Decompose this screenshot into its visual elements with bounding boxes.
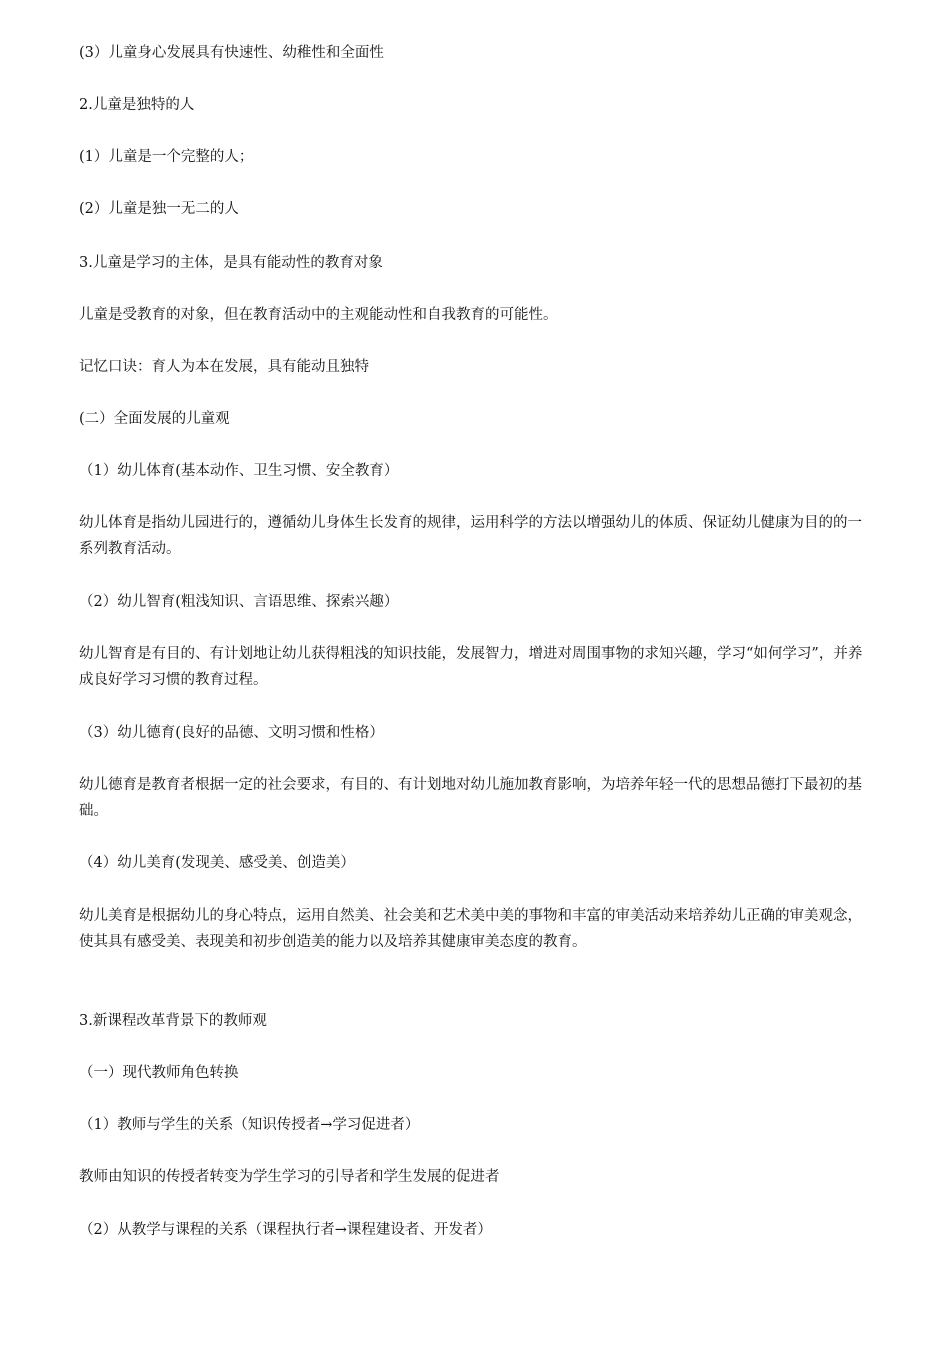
- paragraph-moral-education: 幼儿德育是教育者根据一定的社会要求，有目的、有计划地对幼儿施加教育影响，为培养年轻一代的思想品德打下最初的基础。: [79, 777, 862, 819]
- paragraph-intellectual-education: 幼儿智育是有目的、有计划地让幼儿获得粗浅的知识技能，发展智力，增进对周围事物的求知兴趣，学习“如何学习”，并养成良好学习习惯的教育过程。: [79, 646, 863, 688]
- paragraph-teacher-facilitator: 教师由知识的传授者转变为学生学习的引导者和学生发展的促进者: [79, 1169, 500, 1185]
- heading-moral-education: （3）幼儿德育(良好的品德、文明习惯和性格）: [79, 725, 384, 741]
- heading-intellectual-education: （2）幼儿智育(粗浅知识、言语思维、探索兴趣）: [79, 594, 399, 610]
- heading-teacher-view: 3.新课程改革背景下的教师观: [79, 1013, 267, 1029]
- heading-physical-education: （1）幼儿体育(基本动作、卫生习惯、安全教育）: [79, 463, 399, 479]
- memory-mnemonic: 记忆口诀：育人为本在发展，具有能动且独特: [79, 359, 369, 375]
- heading-teacher-student-relation: （1）教师与学生的关系（知识传授者→学习促进者）: [79, 1117, 420, 1133]
- heading-comprehensive-development: (二）全面发展的儿童观: [79, 411, 230, 427]
- point-3-rapid-development: (3）儿童身心发展具有快速性、幼稚性和全面性: [79, 45, 384, 61]
- point-2-unique-person: (2）儿童是独一无二的人: [79, 201, 239, 217]
- heading-aesthetic-education: （4）幼儿美育(发现美、感受美、创造美）: [79, 855, 355, 871]
- heading-unique-person: 2.儿童是独特的人: [79, 97, 195, 113]
- heading-teacher-role-change: （一）现代教师角色转换: [79, 1065, 239, 1081]
- point-1-complete-person: (1）儿童是一个完整的人；: [79, 149, 254, 165]
- paragraph-physical-education: 幼儿体育是指幼儿园进行的，遵循幼儿身体生长发育的规律，运用科学的方法以增强幼儿的体质、保证幼儿健康为目的的一系列教育活动。: [79, 515, 862, 557]
- paragraph-aesthetic-education: 幼儿美育是根据幼儿的身心特点，运用自然美、社会美和艺术美中美的事物和丰富的审美活动来培养幼儿正确的审美观念，使其具有感受美、表现美和初步创造美的能力以及培养其健康审美态度的教育。: [79, 908, 862, 950]
- heading-teaching-curriculum-relation: （2）从教学与课程的关系（课程执行者→课程建设者、开发者）: [79, 1222, 492, 1238]
- heading-learning-subject: 3.儿童是学习的主体，是具有能动性的教育对象: [79, 255, 383, 271]
- paragraph-educated-object: 儿童是受教育的对象，但在教育活动中的主观能动性和自我教育的可能性。: [79, 307, 558, 323]
